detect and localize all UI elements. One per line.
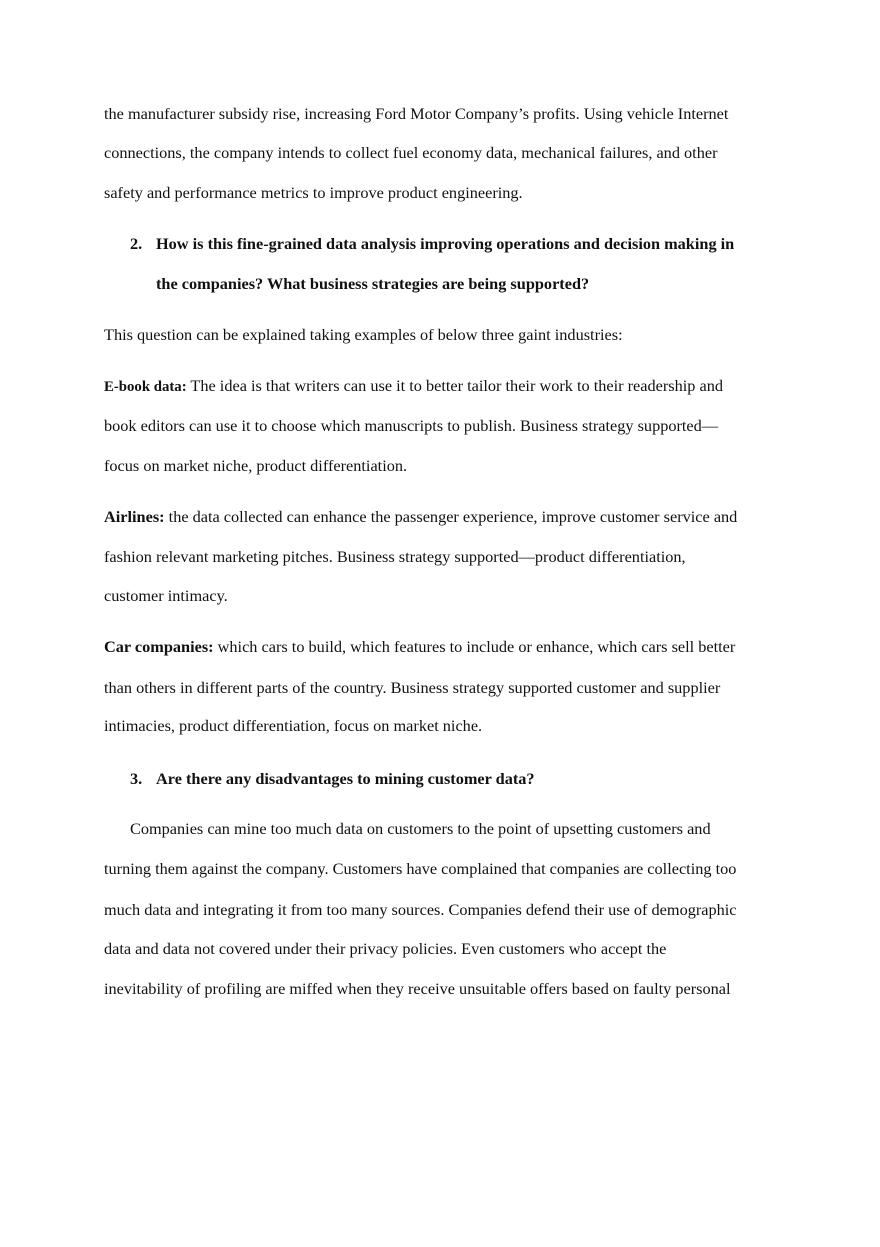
ebook-line-2: book editors can use it to choose which manuscripts to publish. Business strategy supported— (104, 416, 719, 435)
airlines-line-2: fashion relevant marketing pitches. Business strategy supported—product differentiation, (104, 547, 686, 566)
cars-label: Car companies: (104, 637, 214, 656)
answer-3-line-3: much data and integrating it from too many sources. Companies defend their use of demographic (104, 900, 737, 919)
airlines-label: Airlines: (104, 507, 165, 526)
airlines-text-1: the data collected can enhance the passenger experience, improve customer service and (164, 507, 738, 526)
question-3-text: Are there any disadvantages to mining customer data? (156, 769, 535, 788)
intro-line-1: the manufacturer subsidy rise, increasing Ford Motor Company’s profits. Using vehicle Internet (104, 104, 729, 123)
ebook-line-3: focus on market niche, product differentiation. (104, 456, 408, 475)
answer-3-line-1: Companies can mine too much data on customers to the point of upsetting customers and (130, 819, 711, 838)
ebook-text-1: The idea is that writers can use it to better tailor their work to their readership and (186, 376, 723, 395)
question-2-intro: This question can be explained taking examples of below three gaint industries: (104, 325, 623, 344)
airlines-line-1 (104, 507, 737, 527)
cars-line-3: intimacies, product differentiation, focus on market niche. (104, 716, 483, 735)
question-3-number: 3. (130, 769, 143, 788)
question-2-line-2: the companies? What business strategies are being supported? (156, 274, 590, 293)
cars-line-1 (104, 637, 735, 657)
question-2-number: 2. (130, 234, 143, 253)
ebook-line-1 (104, 376, 723, 397)
cars-text-1: which cars to build, which features to include or enhance, which cars sell better (213, 637, 736, 656)
answer-3-line-5: inevitability of profiling are miffed when they receive unsuitable offers based on faulty personal (104, 979, 731, 998)
airlines-line-3: customer intimacy. (104, 586, 228, 605)
intro-line-2: connections, the company intends to collect fuel economy data, mechanical failures, and other (104, 143, 718, 162)
answer-3-line-2: turning them against the company. Customers have complained that companies are collecting too (104, 859, 737, 878)
cars-line-2: than others in different parts of the country. Business strategy supported customer and supplier (104, 678, 721, 697)
answer-3-line-4: data and data not covered under their privacy policies. Even customers who accept the (104, 939, 667, 958)
question-2-line-1: How is this fine-grained data analysis improving operations and decision making in (156, 234, 735, 253)
intro-line-3: safety and performance metrics to improve product engineering. (104, 183, 523, 202)
ebook-label: E-book data: (104, 379, 187, 395)
